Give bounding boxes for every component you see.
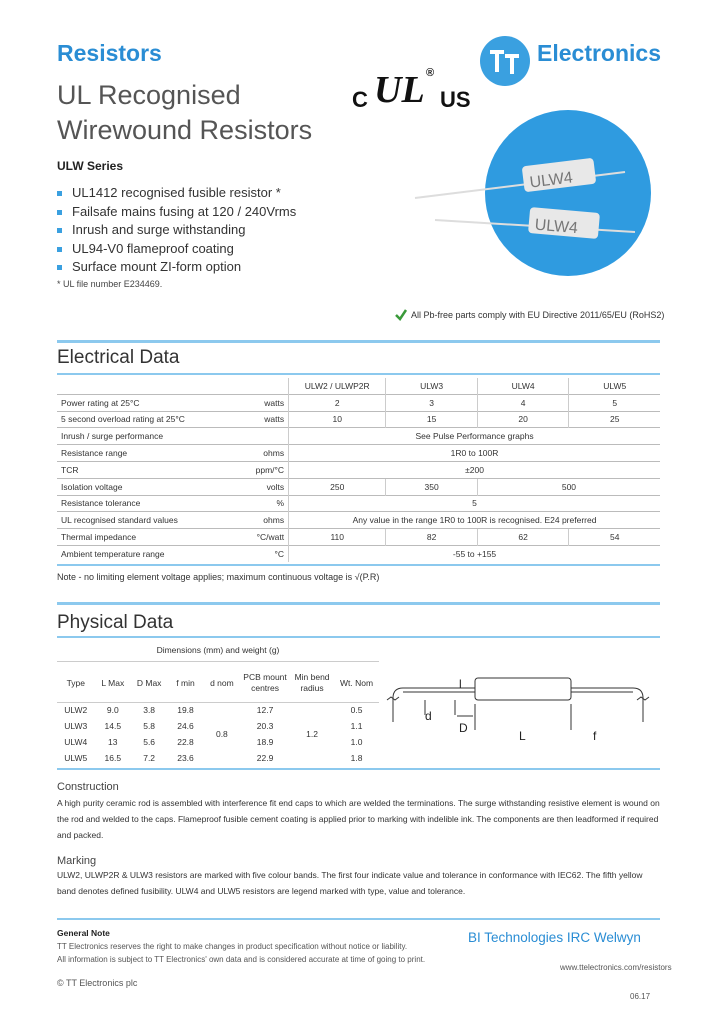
general-note-line2: All information is subject to TT Electronics' own data and is considered accurate at time of going to print. [57,955,426,964]
table-row: Resistance tolerance % 5 [57,495,660,512]
table-top-rule [57,636,660,638]
website-link[interactable]: www.ttelectronics.com/resistors [560,963,672,972]
dimensions-group-header: Dimensions (mm) and weight (g) [156,645,280,655]
bullet-icon [57,265,62,270]
page-title-line1: UL Recognised [57,80,241,110]
electrical-note: Note - no limiting element voltage applies; maximum continuous voltage is √(P.R) [57,572,380,582]
table-row: 5 second overload rating at 25°C watts 10 15 20 25 [57,411,660,428]
table-rule [57,702,379,703]
table-row: Ambient temperature range °C -55 to +155 [57,545,660,561]
general-note-line1: TT Electronics reserves the right to make changes in product specification without notice or liability. [57,942,408,951]
bullet-icon [57,210,62,215]
footer-rule [57,918,660,920]
svg-text:ULW4: ULW4 [528,169,574,192]
table-bottom-rule [57,564,660,566]
table-row: ULW5 16.5 7.2 23.6 22.9 1.8 [64,753,363,763]
electrical-heading: Electrical Data [57,347,180,368]
table-top-rule [57,373,660,375]
table-header-row: ULW2 / ULWP2R ULW3 ULW4 ULW5 [57,378,660,394]
table-rule [57,661,379,662]
svg-text:C: C [352,87,368,112]
construction-heading: Construction [57,781,119,793]
table-row: ULW4 13 5.6 22.8 18.9 1.0 [64,737,363,747]
svg-text:UL: UL [374,69,425,111]
section-rule [57,340,660,343]
bullet-icon [57,191,62,196]
brand-name: Electronics [537,40,661,66]
copyright: © TT Electronics plc [57,978,138,988]
feature-item: UL94-V0 flameproof coating [57,240,296,259]
category-title: Resistors [57,40,162,66]
tt-logo [478,34,532,93]
feature-item: Surface mount ZI-form option [57,258,296,277]
tt-logo-icon [478,34,532,88]
table-bottom-rule [57,768,660,770]
physical-heading: Physical Data [57,612,174,633]
svg-text:d: d [425,709,432,723]
svg-text:f: f [593,729,597,743]
ul-file-note: * UL file number E234469. [57,279,163,289]
svg-text:l: l [459,677,462,691]
section-rule [57,602,660,605]
brand-list: BI Technologies IRC Welwyn [468,930,641,945]
bullet-icon [57,228,62,233]
general-note-heading: General Note [57,928,110,938]
table-row: ULW2 9.0 3.8 19.8 0.8 12.7 1.2 0.5 [64,705,363,739]
table-row: Thermal impedance °C/watt 110 82 62 54 [57,529,660,546]
issue-date: 06.17 [630,992,651,1001]
feature-list [57,184,296,277]
electrical-table [57,378,660,562]
feature-item: Inrush and surge withstanding [57,221,296,240]
table-row: TCR ppm/°C ±200 [57,461,660,478]
ul-logo-icon [352,62,472,112]
svg-text:D: D [459,721,468,735]
resistor-outline-icon [385,670,660,750]
table-row: Resistance range ohms 1R0 to 100R [57,445,660,462]
page-title-line2: Wirewound Resistors [57,115,313,145]
series-name: ULW Series [57,159,124,173]
svg-text:L: L [519,729,526,743]
marking-heading: Marking [57,855,97,867]
physical-table [57,664,379,766]
resistor-photo-icon [405,110,635,276]
table-header-row: Type L Max D Max f min d nom PCB mount centres Min bend radius Wt. Nom [66,672,374,693]
rohs-check-icon [394,308,408,327]
table-row: Inrush / surge performance See Pulse Performance graphs [57,428,660,445]
dimension-diagram [385,670,660,755]
product-image [485,110,651,276]
bullet-icon [57,247,62,252]
marking-text: ULW2, ULWP2R & ULW3 resistors are marked with five colour bands. The first four indicate value and tolerance in conformance with IEC62. The fifth yellow band denotes defined fusibility. ULW4 and ULW5 resistors are legend marked with type, value and tolerance. [57,870,643,896]
table-row: Isolation voltage volts 250 350 500 [57,478,660,495]
svg-text:ULW4: ULW4 [533,216,579,238]
table-row: UL recognised standard values ohms Any value in the range 1R0 to 100R is recognised. E24 preferred [57,512,660,529]
table-row: Power rating at 25°C watts 2 3 4 5 [57,394,660,411]
construction-text: A high purity ceramic rod is assembled with interference fit end caps to which are welded the terminations. The surge withstanding resistive element is wound on the rod and welded to the caps. Flameproof fusible cement coating is applied prior to marking with indelible ink. The components are then leadformed if required and packed. [57,798,660,840]
table-row: ULW3 14.5 5.8 24.6 20.3 1.1 [64,721,363,731]
rohs-note: All Pb-free parts comply with EU Directive 2011/65/EU (RoHS2) [411,310,665,320]
feature-item: UL1412 recognised fusible resistor * [57,184,296,203]
svg-text:®: ® [426,67,435,79]
feature-item: Failsafe mains fusing at 120 / 240Vrms [57,203,296,222]
svg-text:US: US [440,87,471,112]
